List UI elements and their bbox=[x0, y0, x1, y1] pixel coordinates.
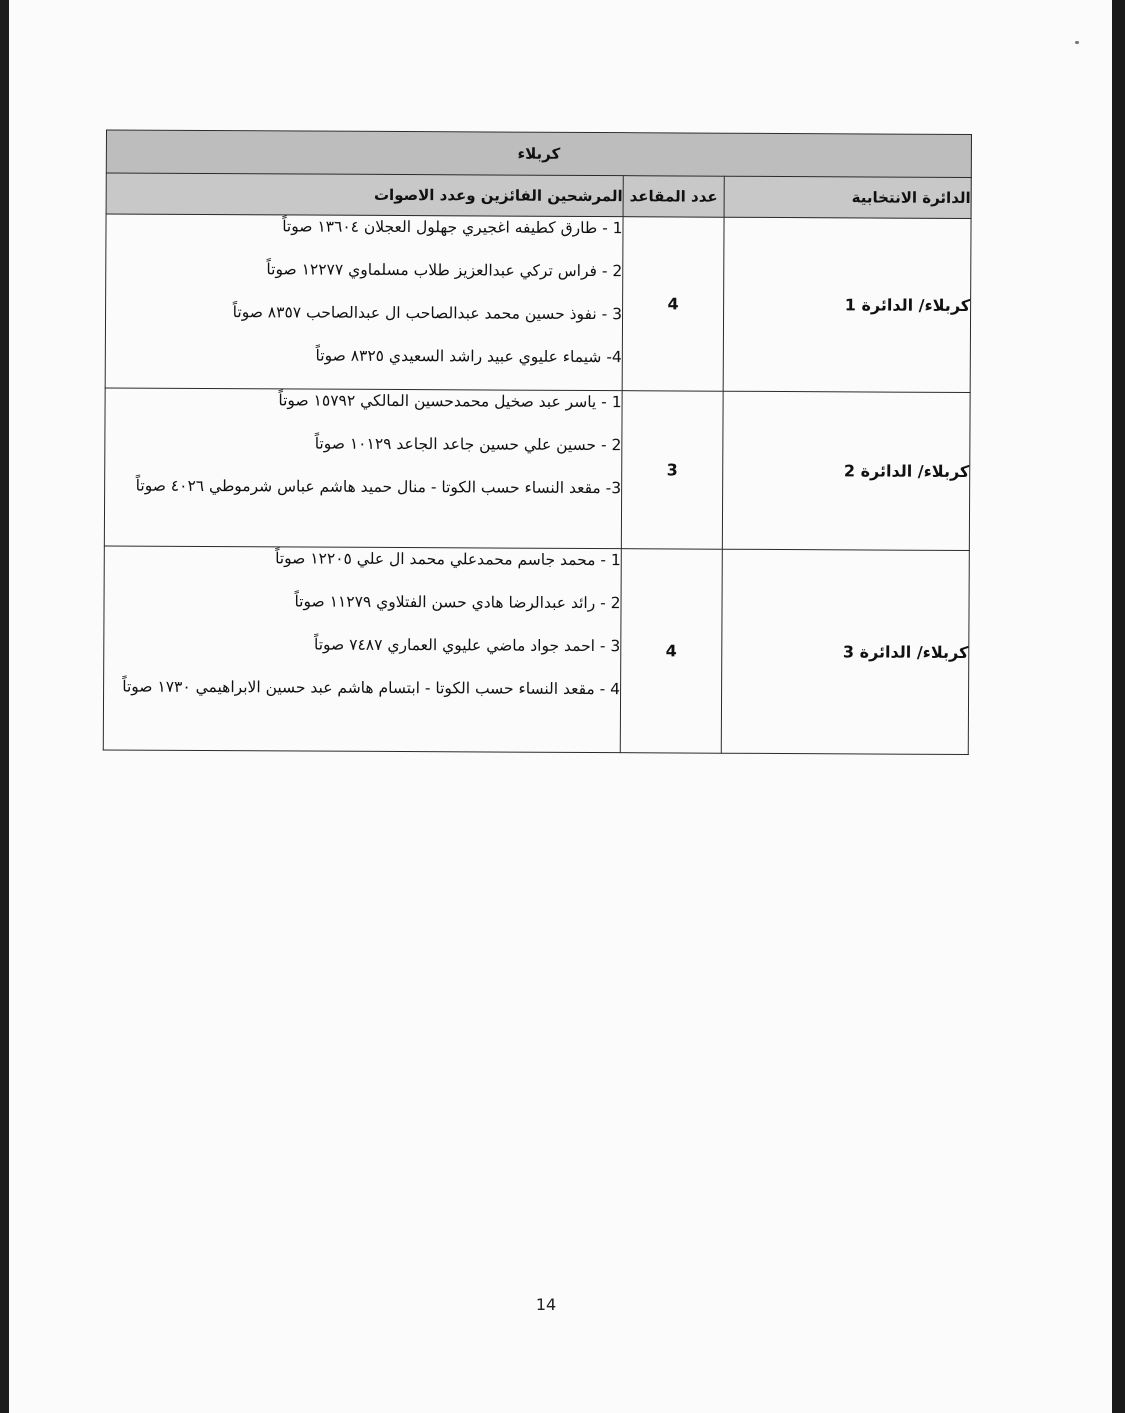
seats-cell: 4 bbox=[620, 549, 722, 754]
table-row bbox=[104, 388, 970, 551]
winner-entry: 4 - مقعد النساء حسب الكوتا - ابتسام هاشم عبد حسين الابراهيمي ١٧٣٠ صوتاً bbox=[122, 677, 621, 699]
header-seats: عدد المقاعد bbox=[623, 176, 724, 218]
table-row bbox=[105, 214, 971, 393]
scan-border-left bbox=[0, 0, 9, 1413]
scan-border-right bbox=[1112, 0, 1125, 1413]
table-title: كربلاء bbox=[106, 130, 971, 178]
winners-cell bbox=[103, 546, 621, 753]
district-cell: كربلاء/ الدائرة 1 bbox=[723, 217, 971, 392]
page-number: 14 bbox=[535, 1295, 557, 1314]
winner-entry: 4- شيماء عليوي عبيد راشد السعيدي ٨٣٢٥ صوتاً bbox=[315, 346, 622, 367]
seats-cell: 3 bbox=[621, 391, 723, 550]
winner-entry: 2 - فراس تركي عبدالعزيز طلاب مسلماوي ١٢٢٧٧ صوتاً bbox=[266, 260, 623, 281]
results-table bbox=[103, 129, 972, 755]
winner-entry: 2 - حسين علي حسين جاعد الجاعد ١٠١٢٩ صوتاً bbox=[314, 434, 622, 455]
winner-entry: 2 - رائد عبدالرضا هادي حسن الفتلاوي ١١٢٧٩ صوتاً bbox=[294, 592, 621, 613]
winner-entry: 1 - ياسر عبد صخيل محمدحسين المالكي ١٥٧٩٢ صوتاً bbox=[278, 391, 622, 412]
winner-entry: 1 - محمد جاسم محمدعلي محمد ال علي ١٢٢٠٥ صوتاً bbox=[275, 549, 621, 570]
seats-cell: 4 bbox=[622, 217, 724, 392]
table-header-row bbox=[106, 173, 971, 219]
winners-cell bbox=[105, 214, 623, 391]
winner-entry: 3 - احمد جواد ماضي عليوي العماري ٧٤٨٧ صوتاً bbox=[313, 635, 621, 656]
winner-entry: 1 - طارق كطيفه اغجيري جهلول العجلان ١٣٦٠٤ صوتاً bbox=[282, 217, 623, 238]
table-title-row bbox=[106, 130, 971, 178]
winner-entry: 3- مقعد النساء حسب الكوتا - منال حميد هاشم عباس شرموطي ٤٠٢٦ صوتاً bbox=[135, 476, 622, 498]
district-cell: كربلاء/ الدائرة 3 bbox=[721, 549, 969, 754]
table-row bbox=[103, 546, 969, 755]
scan-speck bbox=[1075, 41, 1079, 44]
header-winners: المرشحين الفائزين وعدد الاصوات bbox=[106, 173, 623, 217]
district-cell: كربلاء/ الدائرة 2 bbox=[722, 391, 970, 550]
winners-cell bbox=[104, 388, 622, 549]
winner-entry: 3 - نفوذ حسين محمد عبدالصاحب ال عبدالصاحب ٨٣٥٧ صوتاً bbox=[232, 303, 623, 324]
header-district: الدائرة الانتخابية bbox=[724, 176, 971, 218]
